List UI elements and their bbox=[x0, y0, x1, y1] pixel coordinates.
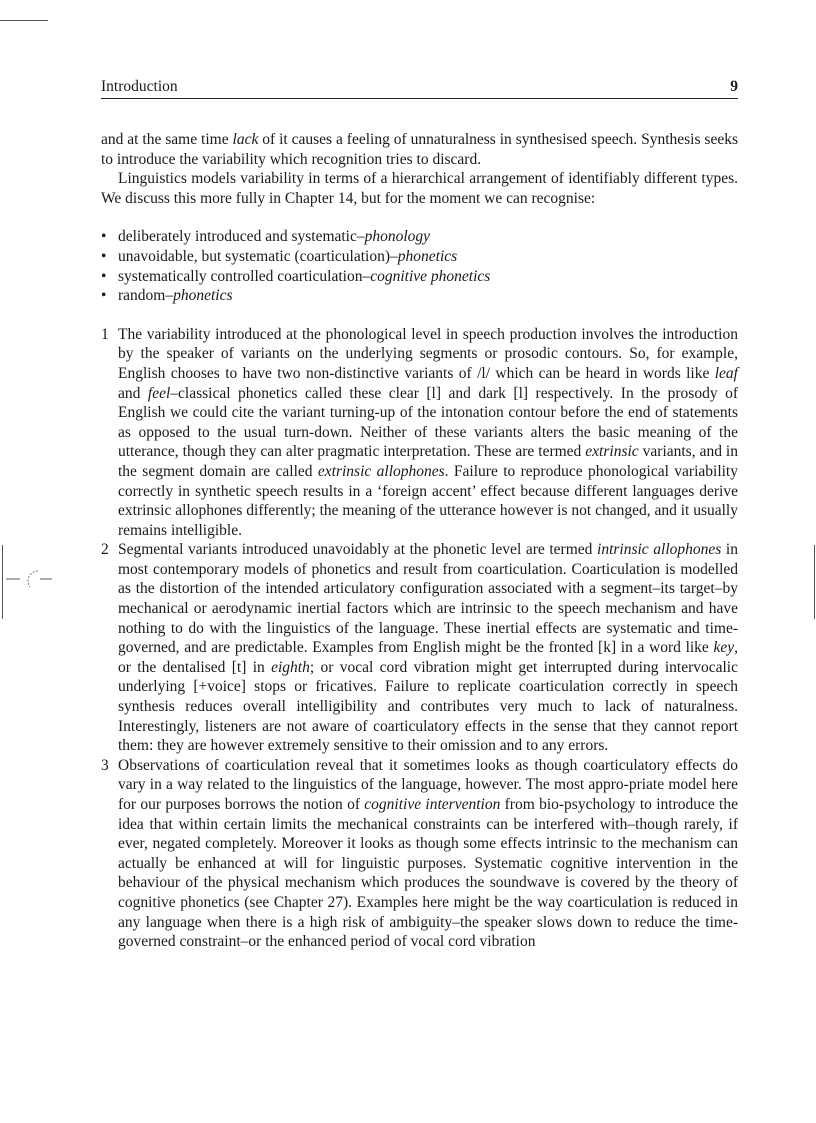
body-text bbox=[101, 130, 738, 952]
list-item: 2 Segmental variants introduced unavoidably at the phonetic level are termed intrinsic allophones in most contemporary models of phonetics and result from coarticulation. Coarticulation is modelled as the distortion of the intended articulatory configuration associated with a segment–its target–by mechanical or aerodynamic inertial factors which are intrinsic to the speech mechanism and have nothing to do with the linguistics of the language. These inertial effects are systematic and time-governed, and are predictable. Examples from English might be the fronted [k] in a word like key, or the dentalised [t] in eighth; or vocal cord vibration might get interrupted during intervocalic underlying [+voice] stops or fricatives. Failure to replicate coarticulation correctly in speech synthesis reduces overall intelligibility and contributes very much to lack of naturalness. Interestingly, listeners are not aware of coarticulatory effects in the sense that they cannot report them: they are however extremely sensitive to their omission and to any errors. bbox=[101, 541, 738, 755]
list-item: • deliberately introduced and systematic–phonology bbox=[101, 228, 431, 246]
item-number: 3 bbox=[101, 756, 109, 774]
list-item: 1 The variability introduced at the phonological level in speech production involves the introduction by the speaker of variants on the underlying segments or prosodic contours. So, for example, English chooses to have two non-distinctive variants of /l/ which can be heard in words like leaf and feel–classical phonetics called these clear [l] and dark [l] respectively. In the prosody of English we could cite the variant turning-up of the intonation contour before the end of statements as opposed to the usual turn-down. Neither of these variants alters the basic meaning of the utterance, though they can alter pragmatic interpretation. These are termed extrinsic variants, and in the segment domain are called extrinsic allophones. Failure to reproduce phonological variability correctly in synthetic speech results in a ‘foreign accent’ effect because different languages derive extrinsic allophones differently; the meaning of the utterance however is not changed, and it usually remains intelligible. bbox=[101, 325, 738, 539]
running-header bbox=[101, 78, 738, 99]
item-number: 1 bbox=[101, 325, 109, 343]
registration-mark-icon bbox=[6, 568, 52, 590]
list-item: • systematically controlled coarticulation–cognitive phonetics bbox=[101, 267, 491, 285]
crop-mark-top bbox=[0, 20, 48, 21]
item-number: 2 bbox=[101, 541, 109, 559]
bullet-icon: • bbox=[101, 287, 107, 305]
chapter-title: Introduction bbox=[101, 78, 178, 95]
paragraph: Linguistics models variability in terms of a hierarchical arrangement of identifiably different types. We discuss this more fully in Chapter 14, but for the moment we can recognise: bbox=[101, 170, 738, 207]
list-item: • random–phonetics bbox=[101, 287, 233, 305]
list-item: • unavoidable, but systematic (coarticulation)–phonetics bbox=[101, 247, 458, 265]
bullet-icon: • bbox=[101, 228, 107, 246]
numbered-list bbox=[101, 325, 738, 952]
bullet-icon: • bbox=[101, 247, 107, 265]
page-number: 9 bbox=[730, 78, 738, 95]
bullet-icon: • bbox=[101, 267, 107, 285]
crop-mark-right bbox=[814, 545, 815, 619]
bullet-list bbox=[101, 227, 738, 305]
crop-mark-left bbox=[2, 545, 3, 619]
list-item: 3 Observations of coarticulation reveal that it sometimes looks as though coarticulatory effects do vary in a way related to the linguistics of the language, however. The most appro-priate model here for our purposes borrows the notion of cognitive intervention from bio-psychology to introduce the idea that within certain limits the mechanical constraints can be interfered with–though rarely, if ever, negated completely. Moreover it looks as though some effects intrinsic to the mechanism can actually be enhanced at will for linguistic purposes. Systematic cognitive intervention in the behaviour of the physical mechanism which produces the soundwave is covered by the theory of cognitive phonetics (see Chapter 27). Examples here might be the way coarticulation is reduced in any language when there is a high risk of ambiguity–the speaker slows down to reduce the time-governed constraint–or the enhanced period of vocal cord vibration bbox=[101, 756, 738, 951]
paragraph: and at the same time lack of it causes a feeling of unnaturalness in synthesised speech. Synthesis seeks to introduce the variability which recognition tries to discard. bbox=[101, 131, 738, 168]
